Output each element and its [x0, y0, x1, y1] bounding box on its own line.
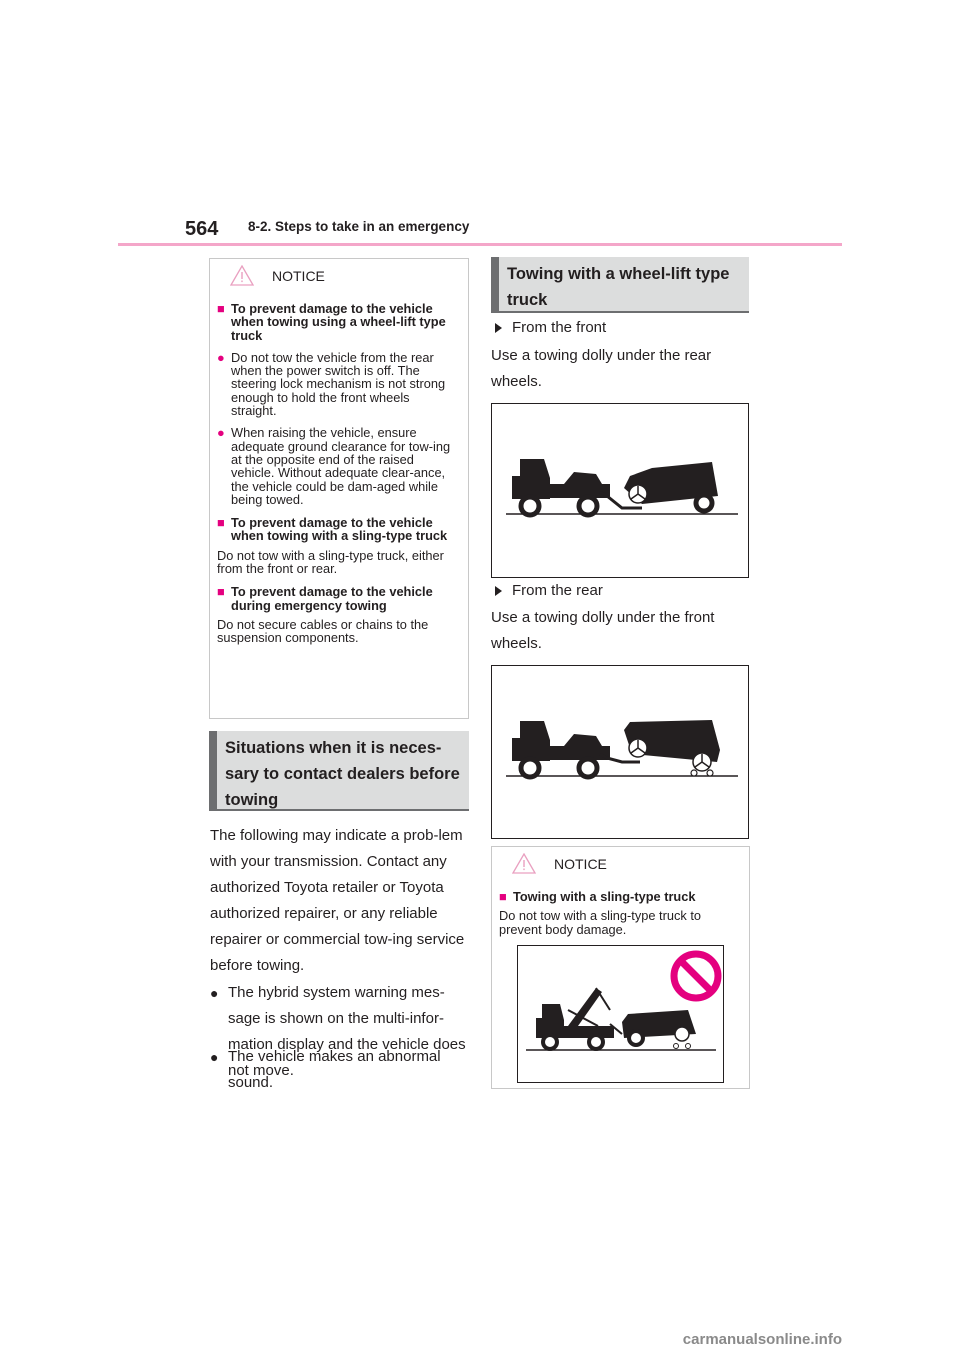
header-rule [118, 243, 842, 246]
section-heading-wheel-lift: Towing with a wheel-lift type truck [491, 257, 749, 313]
from-front-label: From the front [491, 319, 606, 336]
notice-bullet: ● Do not tow the vehicle from the rear when the power switch is off. The steering lock mechanism is not strong enough to hold the front wheels straight. [217, 349, 446, 419]
chapter-title: 8-2. Steps to take in an emergency [248, 219, 470, 234]
notice-heading: ■ Towing with a sling-type truck [499, 889, 696, 904]
warning-triangle-icon [230, 265, 254, 286]
contact-paragraph: The following may indicate a prob-lem with your transmission. Contact any authorized Toyota retailer or Toyota authorized repairer, or any reliable repairer or commercial tow-ing service before towing. [210, 827, 465, 974]
from-rear-text: Use a towing dolly under the front wheels. [491, 609, 715, 652]
notice-heading: ■ To prevent damage to the vehicle during emergency towing [217, 584, 433, 613]
notice-title: NOTICE [554, 855, 607, 872]
page-number: 564 [185, 218, 219, 240]
bullet-item: ● The hybrid system warning mes-sage is shown on the multi-infor-mation display and the vehicle does not move. [210, 984, 466, 1079]
tow-front-illustration [491, 403, 749, 578]
triangle-arrow-icon [495, 323, 502, 333]
section-heading-contact: Situations when it is neces-sary to contact dealers before towing [209, 731, 469, 811]
bullet-item: ● The vehicle makes an abnormal sound. [210, 1048, 441, 1091]
from-rear-label: From the rear [491, 582, 603, 599]
notice-text: Do not tow with a sling-type truck, either from the front or rear. [217, 547, 444, 577]
sling-tow-prohibited-illustration [517, 945, 724, 1083]
warning-triangle-icon [512, 853, 536, 874]
notice-heading: ■ To prevent damage to the vehicle when towing using a wheel-lift type truck [217, 301, 446, 343]
notice-text: Do not tow with a sling-type truck to prevent body damage. [499, 908, 701, 937]
notice-heading: ■ To prevent damage to the vehicle when towing with a sling-type truck [217, 515, 448, 544]
notice-text: Do not secure cables or chains to the suspension components. [217, 616, 429, 646]
notice-bullet: ● When raising the vehicle, ensure adequate ground clearance for tow-ing at the opposite end of the raised vehicle. Without adequate clear-ance, the vehicle could be dam-aged while being towed. [217, 425, 451, 507]
footer-watermark: carmanualsonline.info [682, 1331, 842, 1348]
tow-rear-illustration [491, 665, 749, 839]
triangle-arrow-icon [495, 586, 502, 596]
notice-title: NOTICE [272, 267, 325, 284]
from-front-text: Use a towing dolly under the rear wheels. [491, 347, 712, 390]
notice-box-left [209, 258, 469, 719]
notice-box-right [491, 846, 750, 1089]
